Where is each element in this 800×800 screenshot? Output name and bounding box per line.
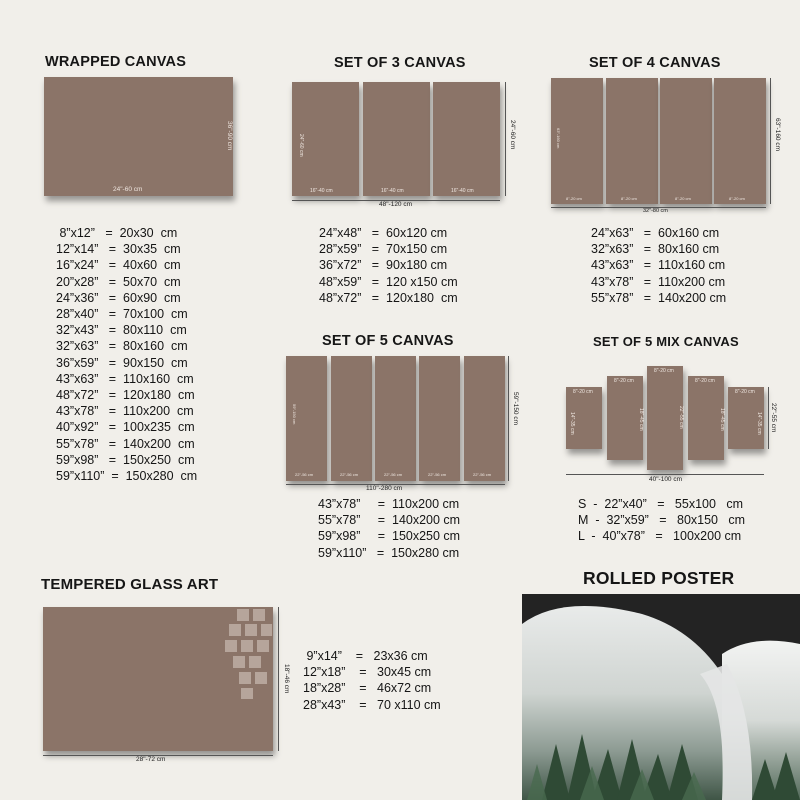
set4-height-line: [770, 78, 771, 204]
glass-height-label: 18"-46 cm: [283, 664, 290, 694]
set5mix-total-width-label: 40"-100 cm: [649, 476, 683, 483]
set4-panel-width-label: 8"-20 cm: [729, 196, 745, 201]
set3-size-item: 28”x59” = 70x150 cm: [319, 242, 448, 257]
set4-title: SET OF 4 CANVAS: [589, 55, 721, 71]
set4-size-item: 24”x63” = 60x160 cm: [591, 226, 720, 240]
set5mix-panel-height-label: 14"-35 cm: [569, 412, 575, 435]
set5mix-panel-height-label: 14"-35 cm: [756, 412, 762, 435]
set4-size-item: 43”x78” = 110x200 cm: [591, 274, 726, 289]
set3-panel: [433, 82, 500, 196]
set3-total-width-label: 48"-120 cm: [379, 201, 413, 208]
set5mix-panel-width-label: 8"-20 cm: [654, 368, 674, 374]
poster-title: ROLLED POSTER: [583, 568, 735, 588]
wrapped-canvas-panel: [44, 77, 233, 196]
rolled-poster-image: [522, 594, 800, 800]
set3-size-item: 48”x59” = 120 x150 cm: [319, 274, 458, 289]
set5-total-height-label: 59"-150 cm: [512, 392, 519, 426]
glass-title: TEMPERED GLASS ART: [41, 576, 219, 593]
set5-total-width-label: 110"-280 cm: [366, 485, 403, 492]
wrapped-canvas-title: WRAPPED CANVAS: [45, 54, 187, 70]
set4-panel: [606, 78, 658, 204]
wrapped-size-item: 43”x63” = 110x160 cm: [56, 371, 194, 386]
set3-title: SET OF 3 CANVAS: [334, 55, 466, 71]
glass-height-line: [278, 607, 279, 751]
set5-panel-width-label: 22"-56 cm: [295, 472, 314, 477]
set3-panel-height-label: 24"-60 cm: [298, 134, 304, 157]
set5mix-size-item: S - 22”x40” = 55x100 cm: [578, 497, 744, 511]
wrapped-size-item: 59”x110” = 150x280 cm: [56, 469, 198, 484]
wrapped-size-item: 28”x40” = 70x100 cm: [56, 307, 188, 322]
wrapped-size-item: 20”x28” = 50x70 cm: [56, 274, 181, 289]
wrapped-height-label: 36"-90 cm: [226, 121, 233, 151]
set3-panel-width-label: 16"-40 cm: [310, 188, 333, 194]
set3-size-item: 36”x72” = 90x180 cm: [319, 258, 448, 273]
wrapped-size-item: 16”x24” = 40x60 cm: [56, 258, 181, 273]
glass-reflection-grid: [218, 607, 273, 702]
set5-panel-width-label: 22"-56 cm: [428, 472, 447, 477]
set5mix-panel-width-label: 8"-20 cm: [695, 378, 715, 384]
set5-panel-width-label: 22"-56 cm: [384, 472, 403, 477]
set5-title: SET OF 5 CANVAS: [322, 333, 454, 349]
set5mix-panel-height-label: 18"-45 cm: [719, 408, 725, 431]
set5-panel: [331, 356, 372, 481]
set5-size-item: 43”x78” = 110x200 cm: [318, 497, 460, 511]
wrapped-size-item: 32”x63” = 80x160 cm: [56, 339, 188, 354]
set4-panel-height-label: 63"-160 cm: [556, 128, 561, 149]
set5-height-line: [508, 356, 509, 481]
wrapped-size-item: 32”x43” = 80x110 cm: [56, 323, 187, 338]
set4-total-height-label: 63"-160 cm: [774, 118, 781, 152]
set3-panel-width-label: 16"-40 cm: [381, 188, 404, 194]
set4-panel-width-label: 8"-20 cm: [675, 196, 691, 201]
set5-size-item: 55”x78” = 140x200 cm: [318, 513, 461, 528]
set3-total-height-label: 24"-60 cm: [509, 120, 516, 150]
wrapped-size-item: 40”x92” = 100x235 cm: [56, 420, 195, 435]
set5mix-total-height-label: 22"-55 cm: [770, 403, 777, 433]
set5mix-panel-height-label: 18"-45 cm: [638, 408, 644, 431]
wrapped-size-item: 8”x12” = 20x30 cm: [56, 226, 178, 240]
set3-size-item: 48”x72” = 120x180 cm: [319, 290, 458, 305]
set4-size-item: 32”x63” = 80x160 cm: [591, 242, 720, 257]
wrapped-size-item: 24”x36” = 60x90 cm: [56, 290, 181, 305]
set3-size-item: 24”x48” = 60x120 cm: [319, 226, 448, 240]
wrapped-width-label: 24"-60 cm: [113, 186, 143, 193]
set5mix-panel-width-label: 8"-20 cm: [735, 389, 755, 395]
set3-panel: [363, 82, 430, 196]
set5mix-size-item: M - 32”x59” = 80x150 cm: [578, 513, 746, 528]
set5-panel: [464, 356, 505, 481]
wrapped-size-item: 12”x14” = 30x35 cm: [56, 242, 181, 257]
set5-size-list: [318, 496, 460, 561]
set5mix-title: SET OF 5 MIX CANVAS: [593, 334, 739, 349]
glass-size-item: 9”x14” = 23x36 cm: [303, 649, 428, 663]
set4-panel-width-label: 8"-20 cm: [621, 196, 637, 201]
set5-panel-width-label: 22"-56 cm: [473, 472, 492, 477]
glass-size-item: 12”x18” = 30x45 cm: [303, 665, 432, 680]
wrapped-size-list: [56, 225, 197, 484]
set4-panel: [660, 78, 712, 204]
wrapped-size-item: 59”x98” = 150x250 cm: [56, 452, 195, 467]
set5-size-item: 59”x110” = 150x280 cm: [318, 545, 460, 560]
set3-panel-width-label: 16"-40 cm: [451, 188, 474, 194]
wrapped-size-item: 55”x78” = 140x200 cm: [56, 436, 195, 451]
set4-total-width-label: 32"-80 cm: [643, 208, 668, 214]
wrapped-size-item: 36”x59” = 90x150 cm: [56, 355, 188, 370]
set4-panel: [714, 78, 766, 204]
set4-size-list: [591, 225, 726, 306]
glass-size-list: [303, 648, 441, 713]
set4-size-item: 55”x78” = 140x200 cm: [591, 290, 727, 305]
set5-panel: [375, 356, 416, 481]
set5mix-size-list: [578, 496, 745, 545]
wrapped-size-item: 43”x78” = 110x200 cm: [56, 404, 194, 419]
set5-panel-width-label: 22"-56 cm: [340, 472, 359, 477]
set4-size-item: 43”x63” = 110x160 cm: [591, 258, 726, 273]
set5-panel: [419, 356, 460, 481]
glass-width-label: 28"-72 cm: [136, 756, 166, 763]
set5mix-size-item: L - 40”x78” = 100x200 cm: [578, 529, 742, 544]
set5-size-item: 59”x98” = 150x250 cm: [318, 529, 461, 544]
set3-height-line: [505, 82, 506, 196]
glass-size-item: 18”x28” = 46x72 cm: [303, 681, 432, 696]
set5mix-panel-height-label: 22"-55 cm: [678, 406, 684, 429]
wrapped-size-item: 48”x72” = 120x180 cm: [56, 388, 195, 403]
set4-panel-width-label: 8"-20 cm: [566, 196, 582, 201]
set5mix-panel-width-label: 8"-20 cm: [614, 378, 634, 384]
set5mix-width-line: [566, 474, 764, 475]
glass-size-item: 28”x43” = 70 x110 cm: [303, 697, 441, 712]
set5mix-panel-width-label: 8"-20 cm: [573, 389, 593, 395]
set5-panel-height-label: 59"-150 cm: [292, 404, 297, 425]
set3-size-list: [319, 225, 458, 306]
